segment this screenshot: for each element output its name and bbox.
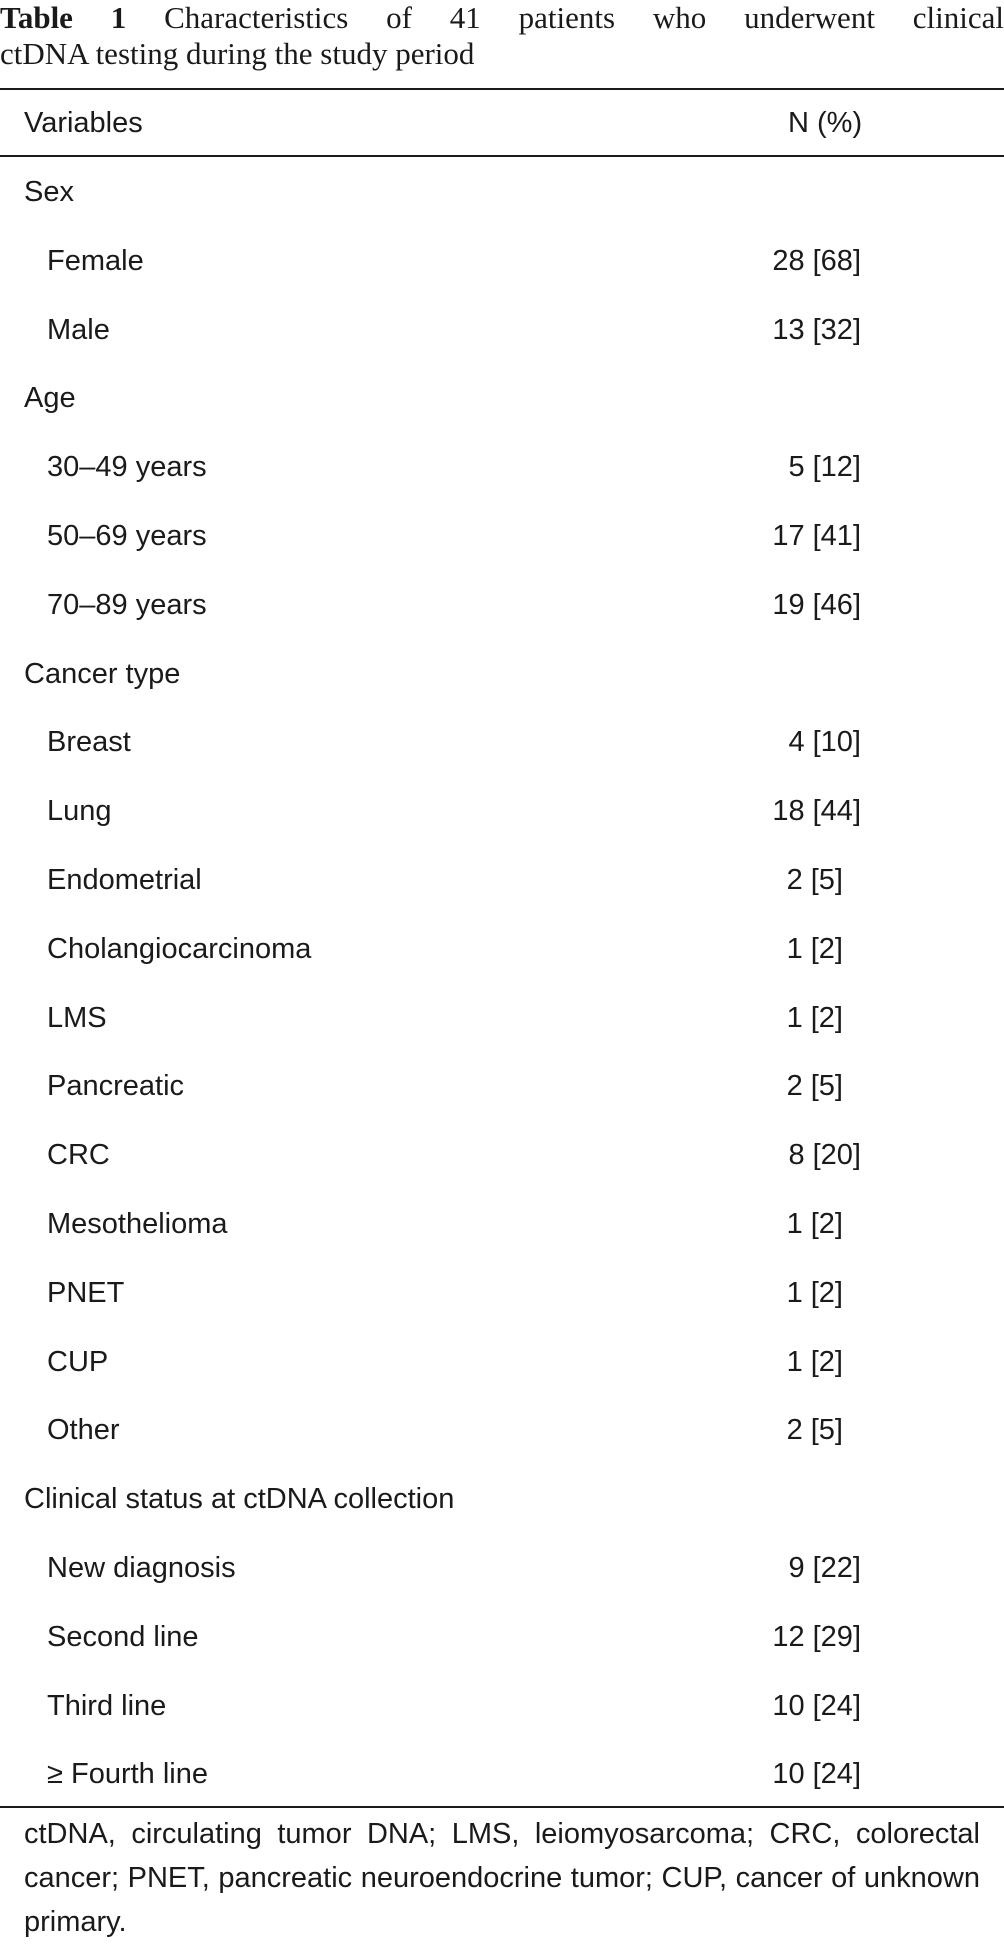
row-value: 17 [41] bbox=[772, 519, 861, 552]
table-row bbox=[0, 1121, 1004, 1190]
row-label: Cholangiocarcinoma bbox=[47, 932, 312, 965]
row-value: 1 [2] bbox=[786, 1276, 843, 1309]
row-label: 30–49 years bbox=[47, 451, 207, 484]
row-value: 2 [5] bbox=[786, 1070, 843, 1103]
row-label: CUP bbox=[47, 1345, 109, 1378]
bottom-rule bbox=[0, 1806, 1004, 1808]
row-value: 2 [5] bbox=[786, 863, 843, 896]
table-row bbox=[0, 1190, 1004, 1259]
header-n-percent: N (%) bbox=[788, 107, 863, 139]
table-row bbox=[0, 296, 1004, 365]
row-value: 1 [2] bbox=[786, 1345, 843, 1378]
row-value: 19 [46] bbox=[772, 588, 861, 621]
table-row bbox=[0, 640, 1004, 709]
row-label: New diagnosis bbox=[47, 1551, 236, 1584]
row-value: 18 [44] bbox=[772, 795, 861, 828]
row-value: 1 [2] bbox=[786, 1001, 843, 1034]
row-value: 13 [32] bbox=[772, 313, 861, 346]
table-row bbox=[0, 1534, 1004, 1603]
header-rule bbox=[0, 155, 1004, 157]
row-label: Breast bbox=[47, 726, 131, 759]
table-header-row bbox=[0, 90, 1004, 156]
row-value: 8 [20] bbox=[788, 1139, 861, 1172]
row-label: Male bbox=[47, 313, 110, 346]
row-label: LMS bbox=[47, 1001, 107, 1034]
row-label: Female bbox=[47, 244, 144, 277]
table-row bbox=[0, 1740, 1004, 1809]
table-row bbox=[0, 571, 1004, 640]
table-row bbox=[0, 502, 1004, 571]
table-row bbox=[0, 915, 1004, 984]
table-row bbox=[0, 1603, 1004, 1672]
row-label: ≥ Fourth line bbox=[47, 1758, 208, 1791]
row-value: 12 [29] bbox=[772, 1620, 861, 1653]
table-row bbox=[0, 1672, 1004, 1741]
group-label-age: Age bbox=[24, 382, 76, 415]
row-label: Lung bbox=[47, 795, 112, 828]
table-row bbox=[0, 158, 1004, 227]
table-row bbox=[0, 708, 1004, 777]
group-label-clinical-status: Clinical status at ctDNA collection bbox=[24, 1483, 455, 1516]
row-value: 5 [12] bbox=[788, 451, 861, 484]
caption-title-part-2: ctDNA testing during the study period bbox=[0, 36, 475, 71]
table-row bbox=[0, 1396, 1004, 1465]
row-label: Second line bbox=[47, 1620, 199, 1653]
row-label: Mesothelioma bbox=[47, 1207, 228, 1240]
caption-label: Table 1 bbox=[0, 0, 127, 35]
row-value: 9 [22] bbox=[788, 1551, 861, 1584]
row-label: PNET bbox=[47, 1276, 125, 1309]
table-row bbox=[0, 984, 1004, 1053]
row-label: Third line bbox=[47, 1689, 167, 1722]
row-value: 28 [68] bbox=[772, 244, 861, 277]
row-value: 2 [5] bbox=[786, 1414, 843, 1447]
row-label: 50–69 years bbox=[47, 519, 207, 552]
table-row bbox=[0, 1465, 1004, 1534]
row-label: 70–89 years bbox=[47, 588, 207, 621]
table-caption bbox=[0, 0, 1004, 72]
table-row bbox=[0, 227, 1004, 296]
row-value: 1 [2] bbox=[786, 932, 843, 965]
row-value: 10 [24] bbox=[772, 1689, 861, 1722]
row-value: 1 [2] bbox=[786, 1207, 843, 1240]
table-footnote: ctDNA, circulating tumor DNA; LMS, leiomyosarcoma; CRC, colorectal cancer; PNET, pancreatic neuroendocrine tumor; CUP, cancer of unknown primary. bbox=[24, 1818, 980, 1938]
table-row bbox=[0, 364, 1004, 433]
caption-line-1 bbox=[0, 0, 1004, 36]
table-row bbox=[0, 1259, 1004, 1328]
group-label-sex: Sex bbox=[24, 176, 74, 208]
row-label: Other bbox=[47, 1414, 120, 1447]
row-value: 4 [10] bbox=[788, 726, 861, 759]
table-row bbox=[0, 777, 1004, 846]
table-row bbox=[0, 433, 1004, 502]
table-row bbox=[0, 1052, 1004, 1121]
table-row bbox=[0, 1328, 1004, 1397]
table-row bbox=[0, 846, 1004, 915]
row-label: Endometrial bbox=[47, 863, 202, 896]
row-label: CRC bbox=[47, 1139, 110, 1172]
group-label-cancer-type: Cancer type bbox=[24, 657, 181, 690]
row-label: Pancreatic bbox=[47, 1070, 185, 1103]
row-value: 10 [24] bbox=[772, 1758, 861, 1791]
caption-title-part-1: Characteristics of 41 patients who underwent clinical bbox=[126, 0, 1004, 35]
table-body bbox=[0, 158, 1004, 1809]
header-variables: Variables bbox=[24, 107, 143, 139]
